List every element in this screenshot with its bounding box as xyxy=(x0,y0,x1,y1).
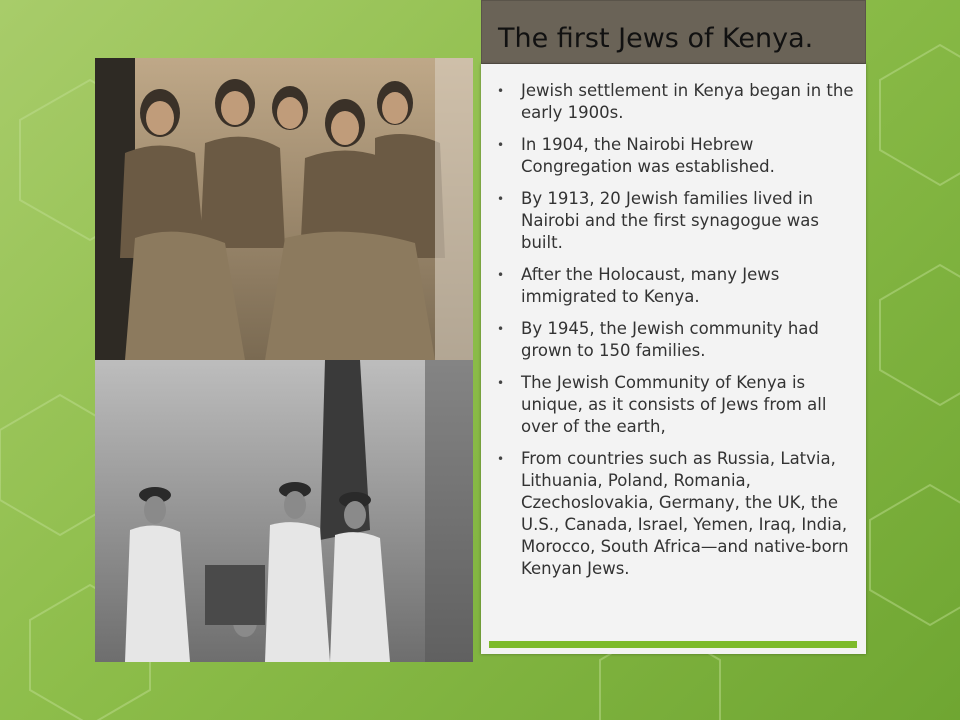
bullet-item: • Jewish settlement in Kenya began in the early 1900s. xyxy=(497,81,854,122)
bullet-item: • By 1945, the Jewish community had grown to 150 families. xyxy=(497,319,819,360)
historic-group-photo-bw xyxy=(95,360,473,662)
bullet-item: • After the Holocaust, many Jews immigrated to Kenya. xyxy=(497,265,780,306)
bullet-list xyxy=(497,80,857,590)
title-bar xyxy=(481,0,866,64)
bullet-icon: • xyxy=(497,322,505,336)
group-photo-soldiers xyxy=(95,58,473,360)
bullet-icon: • xyxy=(497,268,505,282)
bullet-icon: • xyxy=(497,376,505,390)
bullet-item: • The Jewish Community of Kenya is unique, as it consists of Jews from all over of the earth, xyxy=(497,373,827,436)
bullet-icon: • xyxy=(497,192,505,206)
bullet-item: • From countries such as Russia, Latvia, Lithuania, Poland, Romania, Czechoslovakia, Germany, the UK, the U.S., Canada, Israel, Yemen, Iraq, India, Morocco, South Africa—and native-born Kenyan Jews. xyxy=(497,449,849,578)
bullet-item: • By 1913, 20 Jewish families lived in Nairobi and the first synagogue was built. xyxy=(497,189,819,252)
bullet-icon: • xyxy=(497,452,505,466)
bullet-icon: • xyxy=(497,84,505,98)
bullet-item: • In 1904, the Nairobi Hebrew Congregation was established. xyxy=(497,135,775,176)
bullet-icon: • xyxy=(497,138,505,152)
slide-title: The first Jews of Kenya. xyxy=(498,23,814,54)
accent-bar xyxy=(489,641,857,648)
